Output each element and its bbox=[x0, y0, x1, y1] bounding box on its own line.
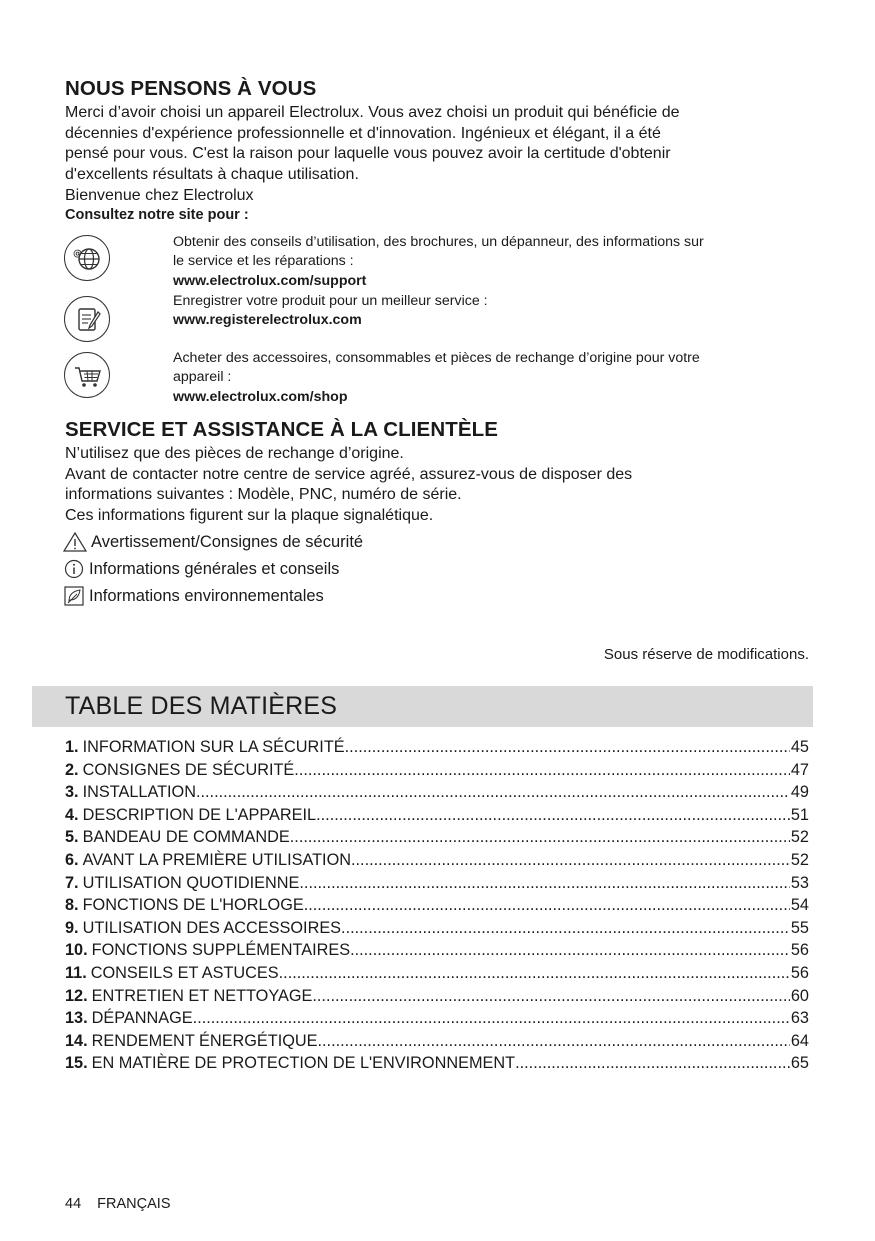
toc-leader-dots bbox=[341, 917, 790, 940]
toc-leader-dots bbox=[312, 985, 790, 1008]
toc-item-page: 47 bbox=[790, 760, 809, 779]
toc-leader-dots bbox=[318, 1030, 790, 1053]
site-shop-text: appareil : bbox=[173, 369, 232, 386]
toc-item[interactable] bbox=[65, 1007, 809, 1030]
shopping-cart-icon bbox=[64, 352, 110, 398]
toc-item[interactable] bbox=[65, 939, 809, 962]
legend-warning bbox=[63, 532, 363, 552]
toc-item-page: 49 bbox=[790, 783, 809, 802]
toc-item-number: 7. bbox=[65, 873, 79, 892]
toc-list bbox=[65, 736, 809, 1075]
toc-item-number: 13. bbox=[65, 1009, 88, 1028]
toc-item-label: AVANT LA PREMIÈRE UTILISATION bbox=[82, 850, 351, 869]
toc-item-page: 56 bbox=[790, 941, 809, 960]
footer-language: FRANÇAIS bbox=[97, 1196, 171, 1212]
toc-item[interactable] bbox=[65, 917, 809, 940]
toc-item[interactable] bbox=[65, 736, 809, 759]
toc-item[interactable] bbox=[65, 804, 809, 827]
legend-info-text: Informations générales et conseils bbox=[89, 559, 340, 578]
toc-item-label: UTILISATION QUOTIDIENNE bbox=[82, 873, 300, 892]
toc-item-label: UTILISATION DES ACCESSOIRES bbox=[82, 918, 342, 937]
legend-environment bbox=[63, 586, 324, 606]
toc-item-label: INSTALLATION bbox=[82, 783, 196, 802]
support-url-link[interactable]: www.electrolux.com/support bbox=[173, 272, 367, 289]
svg-text:@: @ bbox=[73, 249, 82, 259]
welcome-line: Bienvenue chez Electrolux bbox=[65, 186, 254, 204]
intro-line: Merci d’avoir choisi un appareil Electrolux. Vous avez choisi un produit qui bénéficie de bbox=[65, 104, 680, 121]
modification-notice: Sous réserve de modifications. bbox=[603, 646, 809, 663]
toc-item-page: 60 bbox=[790, 986, 809, 1005]
toc-item[interactable] bbox=[65, 1052, 809, 1075]
site-support-text: le service et les réparations : bbox=[173, 253, 354, 270]
toc-item-page: 52 bbox=[790, 850, 809, 869]
toc-item-page: 52 bbox=[790, 828, 809, 847]
toc-item-label: CONSEILS ET ASTUCES bbox=[90, 963, 279, 982]
toc-item-label: RENDEMENT ÉNERGÉTIQUE bbox=[91, 1031, 318, 1050]
toc-leader-dots bbox=[193, 1007, 790, 1030]
toc-item-page: 53 bbox=[790, 873, 809, 892]
toc-item-label: BANDEAU DE COMMANDE bbox=[82, 828, 290, 847]
toc-item-label: CONSIGNES DE SÉCURITÉ bbox=[82, 760, 295, 779]
warning-triangle-icon bbox=[63, 532, 87, 552]
toc-item-label: ENTRETIEN ET NETTOYAGE bbox=[91, 986, 313, 1005]
toc-leader-dots bbox=[316, 804, 790, 827]
toc-item-page: 64 bbox=[790, 1031, 809, 1050]
toc-leader-dots bbox=[290, 826, 790, 849]
intro-line: pensé pour vous. C'est la raison pour laquelle vous pouvez avoir la certitude d'obtenir bbox=[65, 145, 671, 163]
toc-leader-dots bbox=[299, 872, 789, 895]
toc-leader-dots bbox=[279, 962, 790, 985]
toc-item[interactable] bbox=[65, 872, 809, 895]
service-line: Ces informations figurent sur la plaque signalétique. bbox=[65, 507, 434, 525]
toc-item-label: FONCTIONS SUPPLÉMENTAIRES bbox=[91, 941, 351, 960]
toc-item-page: 56 bbox=[790, 963, 809, 982]
site-support-block bbox=[173, 233, 813, 291]
site-shop-block bbox=[173, 349, 813, 407]
toc-item-number: 5. bbox=[65, 828, 79, 847]
section-title-nous-pensons: NOUS PENSONS À VOUS bbox=[65, 77, 317, 100]
legend-environment-text: Informations environnementales bbox=[89, 586, 324, 605]
toc-item[interactable] bbox=[65, 894, 809, 917]
toc-item-number: 6. bbox=[65, 850, 79, 869]
service-paragraph bbox=[65, 444, 805, 527]
intro-line: décennies d'expérience professionnelle et d'innovation. Ingénieux et élégant, il a été bbox=[65, 124, 661, 142]
legend-info bbox=[63, 559, 339, 579]
page-footer bbox=[65, 1196, 171, 1212]
toc-item-number: 14. bbox=[65, 1031, 88, 1050]
toc-item-page: 55 bbox=[790, 918, 809, 937]
page-number: 44 bbox=[65, 1196, 82, 1212]
site-register-block bbox=[173, 292, 813, 331]
toc-item-label: DÉPANNAGE bbox=[91, 1009, 193, 1028]
toc-item-page: 51 bbox=[790, 805, 809, 824]
toc-item-page: 65 bbox=[790, 1054, 809, 1073]
info-icon bbox=[63, 559, 85, 579]
toc-leader-dots bbox=[345, 736, 790, 759]
toc-item-number: 2. bbox=[65, 760, 79, 779]
toc-leader-dots bbox=[196, 781, 790, 804]
legend-warning-text: Avertissement/Consignes de sécurité bbox=[91, 532, 364, 551]
toc-leader-dots bbox=[350, 939, 790, 962]
toc-item[interactable] bbox=[65, 985, 809, 1008]
toc-item-number: 1. bbox=[65, 738, 79, 756]
toc-item[interactable] bbox=[65, 759, 809, 782]
toc-item-number: 15. bbox=[65, 1054, 88, 1073]
toc-item-page: 63 bbox=[790, 1009, 809, 1028]
toc-item[interactable] bbox=[65, 1030, 809, 1053]
toc-item-number: 3. bbox=[65, 783, 79, 802]
toc-item-number: 12. bbox=[65, 986, 88, 1005]
register-url-link[interactable]: www.registerelectrolux.com bbox=[173, 312, 362, 329]
toc-item-number: 8. bbox=[65, 896, 79, 915]
register-notepad-icon bbox=[64, 296, 110, 342]
shop-url-link[interactable]: www.electrolux.com/shop bbox=[173, 388, 348, 405]
intro-paragraph bbox=[65, 103, 805, 207]
toc-item-number: 9. bbox=[65, 918, 79, 937]
toc-item-page: 45 bbox=[790, 738, 809, 756]
consult-label: Consultez notre site pour : bbox=[65, 207, 249, 223]
globe-web-icon bbox=[64, 235, 110, 281]
toc-item-page: 54 bbox=[790, 896, 809, 915]
toc-title: TABLE DES MATIÈRES bbox=[65, 692, 338, 720]
toc-item-number: 4. bbox=[65, 805, 79, 824]
toc-item[interactable] bbox=[65, 962, 809, 985]
toc-item-label: INFORMATION SUR LA SÉCURITÉ bbox=[82, 738, 345, 756]
toc-leader-dots bbox=[294, 759, 790, 782]
toc-leader-dots bbox=[304, 894, 790, 917]
toc-item-label: DESCRIPTION DE L'APPAREIL bbox=[82, 805, 317, 824]
site-register-text: Enregistrer votre produit pour un meilleur service : bbox=[173, 293, 488, 309]
section-title-service: SERVICE ET ASSISTANCE À LA CLIENTÈLE bbox=[65, 418, 499, 441]
toc-item-label: FONCTIONS DE L'HORLOGE bbox=[82, 896, 304, 915]
service-line: N’utilisez que des pièces de rechange d’origine. bbox=[65, 445, 404, 462]
toc-item-number: 11. bbox=[65, 963, 87, 982]
site-support-text: Obtenir des conseils d’utilisation, des brochures, un dépanneur, des informations sur bbox=[173, 234, 704, 250]
intro-line: d'excellents résultats à chaque utilisation. bbox=[65, 166, 359, 184]
toc-item-number: 10. bbox=[65, 941, 88, 960]
toc-item[interactable] bbox=[65, 781, 809, 804]
leaf-environment-icon bbox=[63, 586, 85, 606]
toc-item[interactable] bbox=[65, 826, 809, 849]
toc-leader-dots bbox=[351, 849, 790, 872]
toc-leader-dots bbox=[515, 1052, 790, 1075]
toc-item[interactable] bbox=[65, 849, 809, 872]
site-shop-text: Acheter des accessoires, consommables et pièces de rechange d’origine pour votre bbox=[173, 350, 700, 366]
toc-item-label: EN MATIÈRE DE PROTECTION DE L'ENVIRONNEMENT bbox=[91, 1054, 516, 1073]
service-line: Avant de contacter notre centre de service agréé, assurez-vous de disposer des bbox=[65, 465, 633, 483]
service-line: informations suivantes : Modèle, PNC, numéro de série. bbox=[65, 486, 462, 504]
